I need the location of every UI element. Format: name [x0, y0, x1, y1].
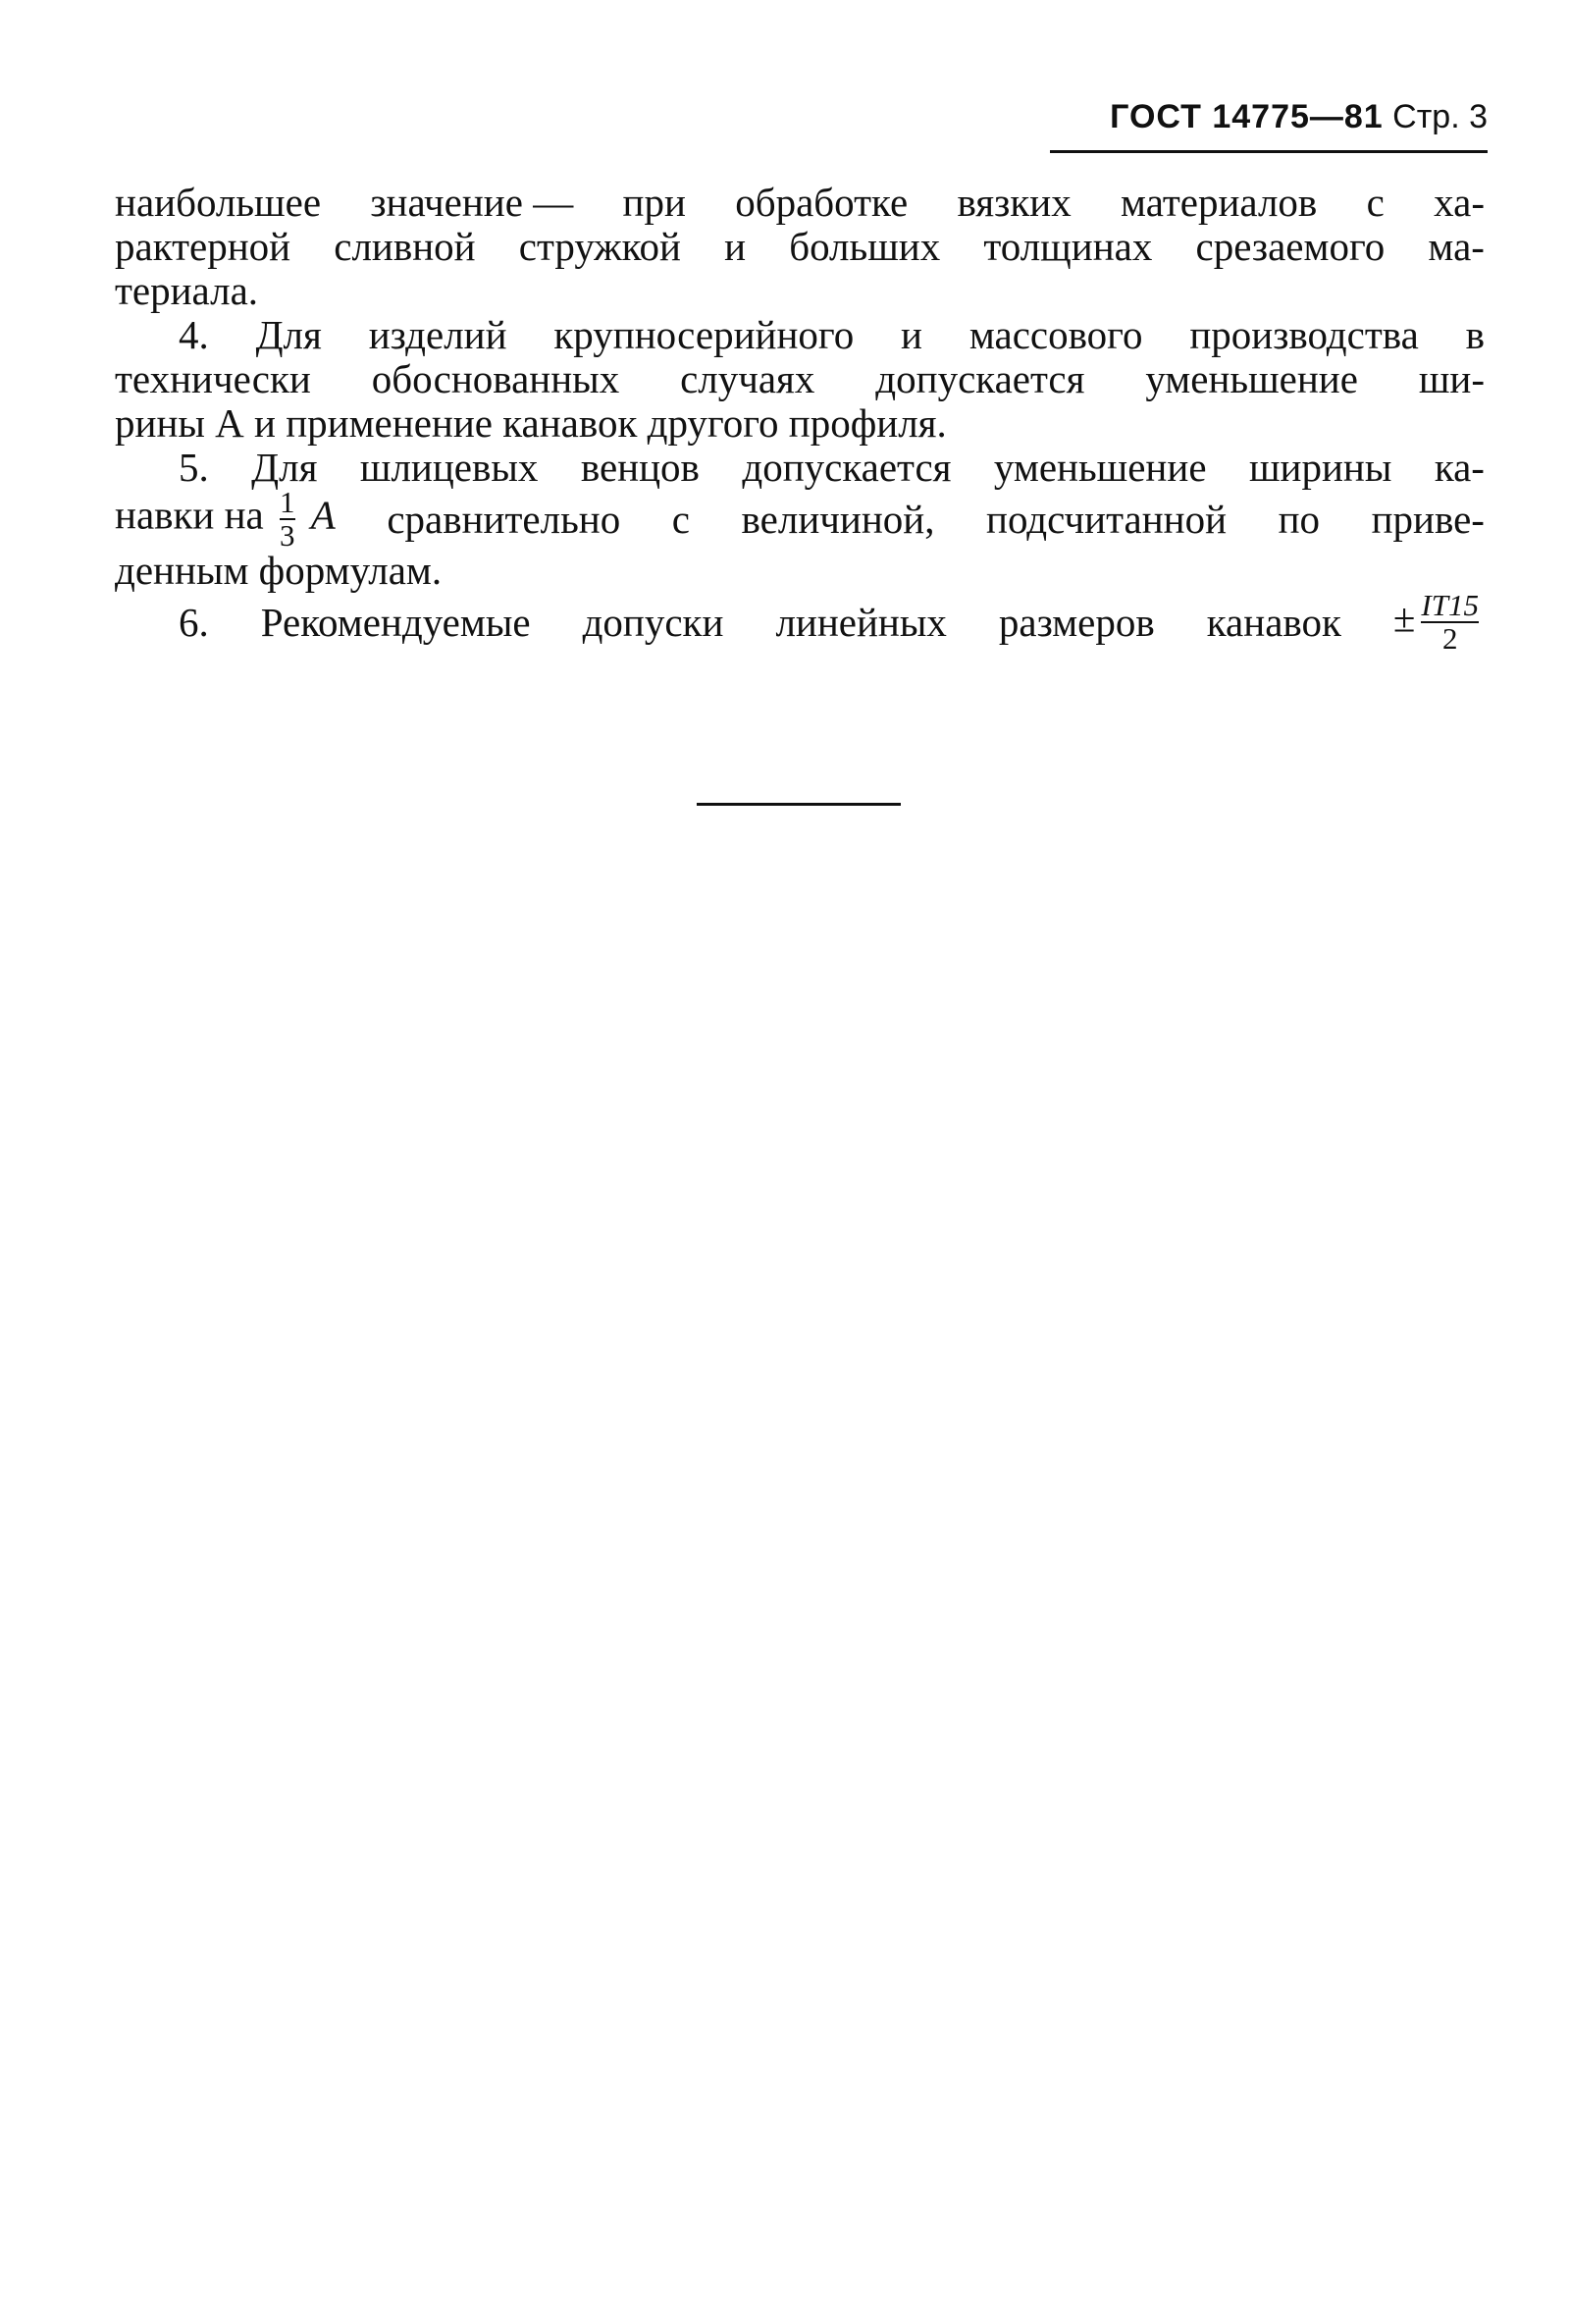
word: стружкой: [518, 224, 681, 269]
word: канавок: [1206, 599, 1341, 645]
word: в: [1465, 312, 1485, 357]
word: ширины: [1248, 445, 1392, 490]
fraction-numerator: IT15: [1421, 588, 1479, 622]
tolerance-formula: [1393, 590, 1485, 655]
variable-a: A: [310, 492, 336, 538]
word: сливной: [334, 224, 476, 269]
item-number: 4.: [179, 312, 209, 357]
paragraph-3-line-1: [115, 181, 1485, 225]
word: линейных: [775, 599, 947, 645]
word: приве-: [1371, 496, 1485, 542]
word: материалов: [1121, 180, 1318, 225]
paragraph-3-line-3: [115, 269, 1485, 313]
word: допускается: [742, 445, 952, 490]
word: при: [622, 180, 686, 225]
word: толщинах: [983, 224, 1153, 269]
word: случаях: [680, 356, 815, 401]
word: Для: [251, 445, 318, 490]
word: допускается: [875, 356, 1085, 401]
word: обработке: [735, 180, 909, 225]
word: массового: [968, 312, 1143, 357]
fraction-numerator: 1: [280, 485, 295, 519]
word: изделий: [368, 312, 507, 357]
paragraph-5-line-1: [115, 446, 1485, 490]
fraction: [1421, 590, 1479, 655]
page-header: [1050, 98, 1488, 153]
word: ха-: [1434, 180, 1485, 225]
line-start: навки на: [115, 492, 264, 538]
word: наибольшее: [115, 180, 322, 225]
item-number: 5.: [179, 445, 209, 490]
word: срезаемого: [1195, 224, 1386, 269]
word: Рекомендуемые: [260, 599, 531, 645]
paragraph-6-line-1: [115, 588, 1485, 656]
standard-number: ГОСТ 14775—81: [1110, 98, 1384, 135]
word: крупносерийного: [553, 312, 855, 357]
word: венцов: [580, 445, 700, 490]
line-text: териала.: [115, 268, 259, 313]
paragraph-4-line-3: [115, 401, 1485, 446]
fraction: [280, 487, 295, 552]
line-text: денным формулам.: [115, 548, 443, 593]
fraction-denominator: 3: [280, 518, 295, 553]
word: шлицевых: [359, 445, 539, 490]
word: и: [901, 312, 922, 357]
plus-minus-sign: ±: [1392, 595, 1416, 641]
word: ши-: [1418, 356, 1485, 401]
word: по: [1278, 496, 1321, 542]
word: вязких: [957, 180, 1072, 225]
word: технически: [115, 356, 311, 401]
word: обоснованных: [371, 356, 620, 401]
word: величиной,: [741, 496, 935, 542]
item-number: 6.: [179, 599, 209, 645]
word: уменьшение: [1145, 356, 1358, 401]
document-body: [115, 180, 1485, 656]
word: с: [671, 496, 690, 542]
line-text: рины А и применение канавок другого профиля.: [115, 400, 947, 446]
word: больших: [789, 224, 941, 269]
word: ка-: [1434, 445, 1485, 490]
paragraph-5-line-3: [115, 549, 1485, 593]
formula-one-third-a: [115, 487, 336, 552]
word: размеров: [998, 599, 1155, 645]
word: значение —: [370, 180, 574, 225]
end-of-text-rule: [697, 803, 901, 806]
paragraph-4-line-2: [115, 357, 1485, 401]
word: и: [724, 224, 747, 269]
word: производства: [1189, 312, 1419, 357]
paragraph-4-line-1: [115, 313, 1485, 357]
word: сравнительно: [387, 496, 621, 542]
paragraph-3-line-2: [115, 225, 1485, 269]
word: допуски: [582, 599, 724, 645]
word: подсчитанной: [986, 496, 1228, 542]
word: уменьшение: [993, 445, 1207, 490]
fraction-denominator: 2: [1421, 621, 1479, 655]
word: с: [1366, 180, 1385, 225]
word: Для: [255, 312, 322, 357]
word: ма-: [1428, 224, 1485, 269]
paragraph-5-line-2: [115, 485, 1485, 553]
word: рактерной: [115, 224, 291, 269]
page-number: Стр. 3: [1392, 98, 1488, 135]
